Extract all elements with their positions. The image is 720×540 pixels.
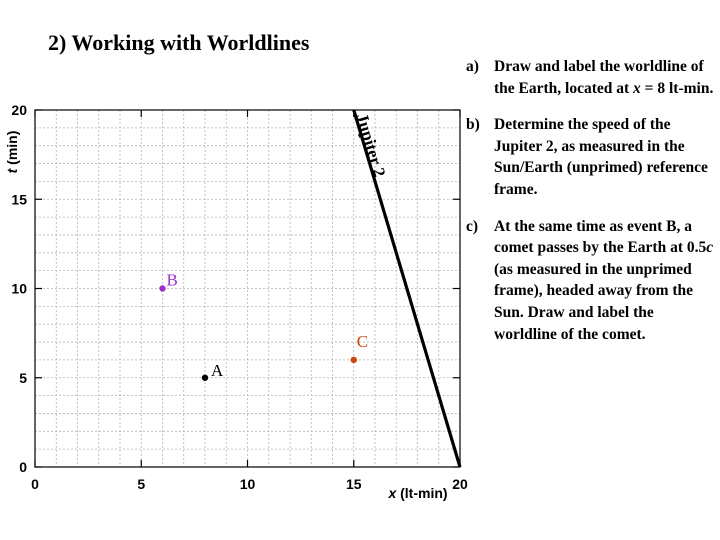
y-tick-label: 10: [11, 280, 27, 297]
question-label: c): [466, 217, 479, 235]
question-text: Determine the speed of the Jupiter 2, as measured in the Sun/Earth (unprimed) reference frame.: [494, 116, 708, 198]
event-a-dot: [202, 375, 208, 381]
x-tick-label: 0: [31, 476, 39, 492]
worldline-label: Jupiter 2: [352, 111, 390, 180]
tick-labels: [11, 102, 468, 492]
event-b-dot: [159, 285, 165, 291]
question-c: [466, 216, 716, 346]
question-label: a): [466, 58, 479, 75]
grid: [35, 110, 460, 467]
question-label: b): [466, 116, 480, 134]
question-b: [466, 114, 716, 200]
x-tick-label: 5: [137, 476, 146, 492]
x-tick-label: 15: [345, 476, 362, 492]
question-a: [466, 56, 716, 99]
event-c-dot: [351, 357, 357, 363]
y-tick-label: 20: [11, 102, 27, 118]
questions-list: [466, 56, 716, 360]
x-axis-label: x (lt-min): [388, 485, 448, 501]
x-tick-label: 20: [452, 476, 468, 492]
x-tick-label: 10: [239, 476, 256, 492]
y-tick-label: 15: [11, 191, 27, 208]
events: [159, 271, 368, 381]
y-tick-label: 5: [19, 369, 27, 386]
slide-title: 2) Working with Worldlines: [48, 30, 310, 55]
question-text: Draw and label the worldline of the Earth, located at x = 8 lt-min.: [494, 58, 714, 97]
y-tick-label: 0: [19, 459, 27, 475]
event-a-label: A: [211, 360, 224, 380]
event-c-label: C: [356, 331, 369, 351]
event-b-label: B: [166, 270, 178, 290]
y-axis-label: t (min): [4, 130, 20, 174]
question-text: At the same time as event B, a comet passes by the Earth at 0.5c (as measured in the unprimed frame), headed away from the Sun. Draw and label the worldline of the comet.: [494, 217, 714, 343]
